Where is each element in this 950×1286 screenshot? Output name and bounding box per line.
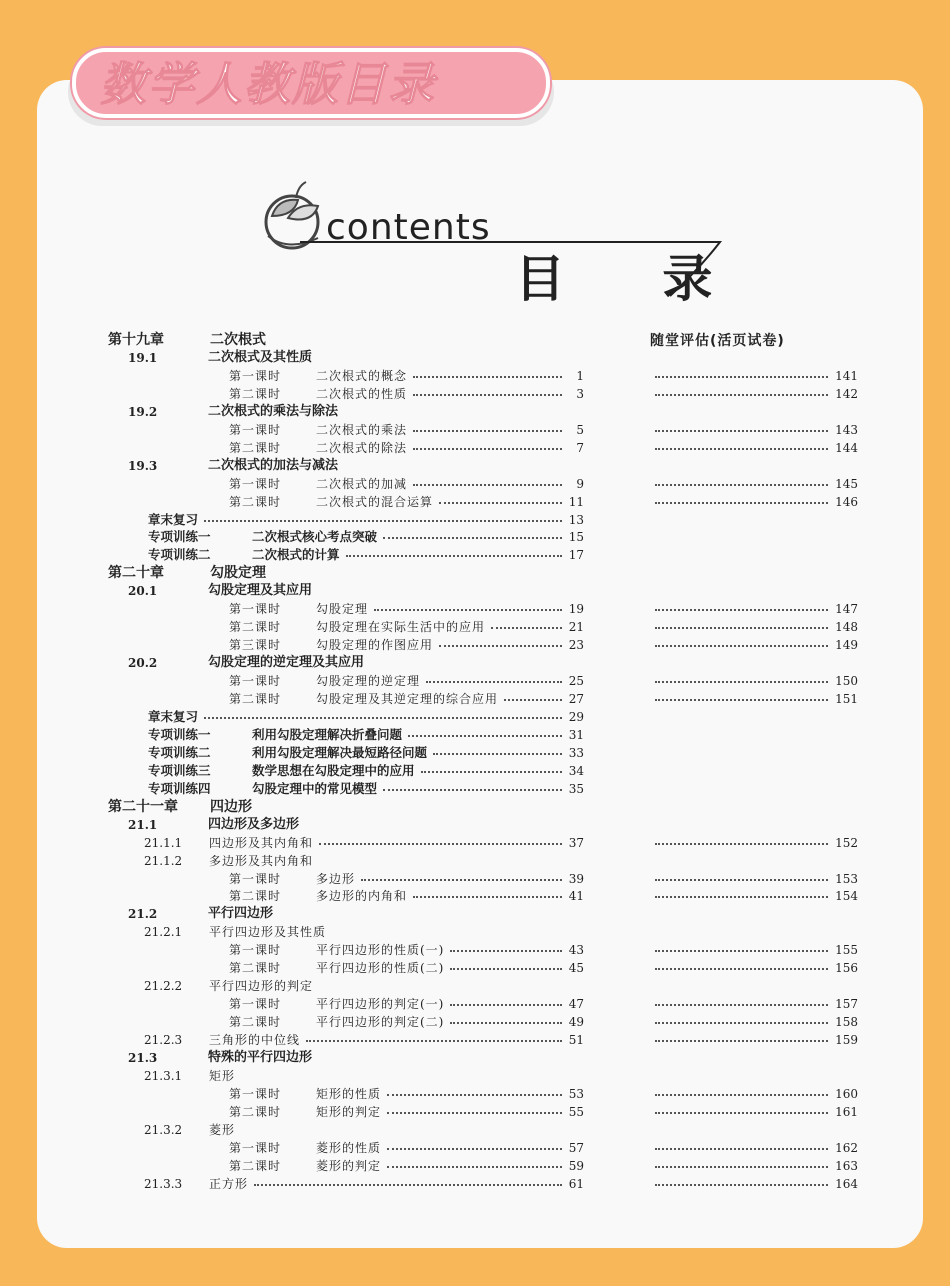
dot-leader-right [655, 995, 828, 1006]
lesson-number: 第一课时 [229, 1086, 282, 1101]
page-number: 23 [568, 638, 584, 653]
dot-leader [439, 636, 562, 647]
dot-leader-right [655, 834, 828, 845]
lesson-number: 第二课时 [229, 1158, 282, 1173]
toc-lesson-row[interactable] [0, 1139, 950, 1157]
assessment-page-number: 158 [835, 1015, 858, 1030]
lesson-title: 勾股定理及其逆定理的综合应用 [316, 692, 499, 706]
page-title: 目 录 [515, 250, 753, 308]
dot-leader [504, 690, 562, 701]
page-number: 34 [568, 763, 584, 778]
toc-chapter-row[interactable] [0, 798, 950, 816]
dot-leader [204, 511, 562, 522]
toc-section-row[interactable] [0, 349, 950, 367]
dot-leader [387, 1157, 562, 1168]
page-number: 47 [568, 997, 584, 1012]
page-number: 51 [568, 1033, 584, 1048]
toc-lesson-row[interactable] [0, 636, 950, 654]
page-number: 29 [568, 709, 584, 724]
section-title: 二次根式的乘法与除法 [208, 403, 339, 419]
dot-leader [408, 726, 562, 737]
dot-leader [491, 618, 562, 629]
assessment-page-number: 145 [835, 476, 858, 491]
page-number: 61 [568, 1176, 584, 1191]
toc-lesson-row[interactable] [0, 1013, 950, 1031]
lesson-title: 平行四边形的性质(二) [316, 961, 445, 976]
review-title: 章末复习 [148, 708, 199, 724]
lesson-title: 勾股定理的作图应用 [316, 638, 434, 653]
dot-leader-right [655, 439, 828, 450]
toc-lesson-row[interactable] [0, 690, 950, 708]
dot-leader-right [655, 672, 828, 683]
assessment-page-number: 143 [835, 422, 858, 437]
page-number: 21 [568, 620, 584, 635]
toc-lesson-row[interactable] [0, 600, 950, 618]
subsection-number: 21.2.2 [144, 979, 183, 994]
dot-leader-right [655, 618, 828, 629]
subsection-title: 菱形 [209, 1122, 236, 1137]
section-title: 勾股定理的逆定理及其应用 [208, 655, 365, 671]
lesson-number: 第一课时 [229, 476, 282, 491]
assessment-page-number: 157 [835, 997, 858, 1012]
special-training-label: 专项训练三 [148, 762, 211, 778]
toc-sub-row[interactable] [0, 923, 950, 941]
banner-title: 数学人教版目录 [100, 57, 436, 111]
page-number: 33 [568, 745, 584, 760]
dot-leader-right [655, 493, 828, 504]
special-training-label: 专项训练一 [148, 529, 211, 545]
lesson-number: 第二课时 [229, 692, 282, 706]
page-number: 43 [568, 943, 584, 958]
page-number: 31 [568, 727, 584, 742]
dot-leader-right [655, 1085, 828, 1096]
dot-leader [413, 439, 562, 450]
page-number: 39 [568, 871, 584, 886]
special-training-label: 专项训练二 [148, 744, 211, 760]
dot-leader [319, 834, 562, 845]
dot-leader [204, 708, 562, 719]
toc-special-row[interactable] [0, 780, 950, 798]
subsection-title: 多边形及其内角和 [209, 853, 314, 868]
subsection-title: 平行四边形及其性质 [209, 925, 327, 940]
lesson-number: 第二课时 [229, 1104, 282, 1119]
toc-section-row[interactable] [0, 457, 950, 475]
toc-section-row[interactable] [0, 816, 950, 834]
section-title: 特殊的平行四边形 [208, 1050, 313, 1065]
lesson-title: 二次根式的乘法 [316, 422, 408, 437]
page-number: 15 [568, 530, 584, 545]
assessment-page-number: 141 [835, 368, 858, 383]
dot-leader-right [655, 421, 828, 432]
review-title: 章末复习 [148, 511, 199, 527]
toc-lesson-row[interactable] [0, 421, 950, 439]
section-title: 四边形及多边形 [208, 816, 300, 832]
dot-leader [413, 385, 562, 396]
page-number: 9 [576, 476, 584, 491]
dot-leader [413, 475, 562, 486]
dot-leader [439, 493, 562, 504]
page-number: 3 [576, 386, 584, 401]
dot-leader [413, 421, 562, 432]
section-number: 21.3 [128, 1051, 158, 1065]
lesson-number: 第一课时 [229, 943, 282, 958]
lesson-number: 第一课时 [229, 674, 282, 689]
page-number: 7 [576, 440, 584, 455]
dot-leader [361, 870, 562, 881]
assessment-page-number: 163 [835, 1158, 858, 1173]
toc-lesson-row[interactable] [0, 941, 950, 959]
lesson-title: 勾股定理 [316, 602, 369, 617]
toc-lesson-row[interactable] [0, 385, 950, 403]
toc-section-row[interactable] [0, 582, 950, 600]
assessment-page-number: 144 [835, 440, 858, 455]
section-number: 19.1 [128, 350, 158, 365]
toc-special-row[interactable] [0, 726, 950, 744]
page-number: 41 [568, 889, 584, 904]
dot-leader-right [655, 941, 828, 952]
lesson-number: 第一课时 [229, 997, 282, 1012]
lesson-number: 第一课时 [229, 368, 282, 383]
special-training-title: 勾股定理中的常见模型 [252, 780, 378, 796]
dot-leader [426, 672, 562, 683]
toc-lesson-row[interactable] [0, 475, 950, 493]
section-number: 21.2 [128, 907, 158, 922]
assessment-page-number: 162 [835, 1140, 858, 1155]
lesson-number: 第一课时 [229, 422, 282, 437]
lesson-title: 二次根式的混合运算 [316, 494, 434, 509]
dot-leader [450, 959, 562, 970]
assessment-page-number: 150 [835, 674, 858, 689]
lesson-title: 菱形的判定 [316, 1158, 382, 1173]
special-training-title: 二次根式的计算 [252, 547, 340, 563]
lesson-number: 第二课时 [229, 386, 282, 401]
lesson-title: 勾股定理在实际生活中的应用 [316, 620, 486, 635]
dot-leader [450, 1013, 562, 1024]
section-number: 20.1 [128, 584, 158, 599]
toc-sub-row[interactable] [0, 977, 950, 995]
section-title: 勾股定理及其应用 [208, 583, 313, 599]
toc-lesson-row[interactable] [0, 439, 950, 457]
lesson-number: 第一课时 [229, 1140, 282, 1155]
dot-leader-right [655, 367, 828, 378]
page-number: 25 [568, 674, 584, 689]
page-number: 37 [568, 835, 584, 850]
dot-leader-right [655, 1031, 828, 1042]
chapter-number: 第二十章 [108, 565, 164, 582]
chapter-number: 第二十一章 [108, 798, 178, 815]
page-number: 35 [568, 781, 584, 796]
toc-lesson-row[interactable] [0, 1157, 950, 1175]
special-training-title: 二次根式核心考点突破 [252, 529, 378, 545]
page-number: 57 [568, 1140, 584, 1155]
lesson-number: 第二课时 [229, 620, 282, 635]
toc-special-row[interactable] [0, 744, 950, 762]
dot-leader [413, 887, 562, 898]
lesson-number: 第一课时 [229, 871, 282, 886]
section-number: 19.3 [128, 458, 158, 473]
toc-sub-row[interactable] [0, 1031, 950, 1049]
chapter-title: 四边形 [210, 798, 252, 815]
dot-leader [387, 1085, 562, 1096]
dot-leader-right [655, 636, 828, 647]
special-training-label: 专项训练四 [148, 780, 211, 796]
lesson-number: 第二课时 [229, 889, 282, 904]
toc-special-row[interactable] [0, 762, 950, 780]
section-number: 21.1 [128, 817, 158, 832]
subsection-number: 21.2.1 [144, 925, 183, 940]
lesson-title: 矩形的性质 [316, 1086, 382, 1101]
assessment-page-number: 148 [835, 620, 858, 635]
page-number: 53 [568, 1086, 584, 1101]
assessment-page-number: 152 [835, 835, 858, 850]
dot-leader-right [655, 600, 828, 611]
dot-leader [254, 1175, 562, 1186]
page-number: 27 [568, 692, 584, 706]
subsection-title: 正方形 [209, 1176, 249, 1191]
toc-chapter-row[interactable] [0, 564, 950, 582]
toc-sub-row[interactable] [0, 1175, 950, 1193]
section-number: 20.2 [128, 656, 158, 671]
toc-review-row[interactable] [0, 708, 950, 726]
toc-lesson-row[interactable] [0, 870, 950, 888]
section-title: 二次根式的加法与减法 [208, 457, 339, 473]
lesson-title: 二次根式的加减 [316, 476, 408, 491]
dot-leader [383, 780, 562, 791]
toc-lesson-row[interactable] [0, 887, 950, 905]
dot-leader [387, 1139, 562, 1150]
page-number: 59 [568, 1158, 584, 1173]
dot-leader [383, 528, 562, 539]
toc-lesson-row[interactable] [0, 995, 950, 1013]
lesson-number: 第二课时 [229, 1015, 282, 1030]
assessment-page-number: 155 [835, 943, 858, 958]
toc-special-row[interactable] [0, 528, 950, 546]
subsection-number: 21.3.1 [144, 1068, 183, 1083]
dot-leader [387, 1103, 562, 1114]
toc-section-row[interactable] [0, 654, 950, 672]
toc-section-row[interactable] [0, 905, 950, 923]
subsection-number: 21.1.2 [144, 853, 183, 868]
toc-lesson-row[interactable] [0, 672, 950, 690]
lesson-title: 二次根式的概念 [316, 368, 408, 383]
page-number: 45 [568, 961, 584, 976]
toc-sub-row[interactable] [0, 1067, 950, 1085]
special-training-label: 专项训练二 [148, 547, 211, 563]
dot-leader-right [655, 870, 828, 881]
assessment-header: 随堂评估(活页试卷) [650, 333, 785, 349]
dot-leader [306, 1031, 562, 1042]
subsection-number: 21.3.2 [144, 1122, 183, 1137]
lesson-number: 第二课时 [229, 494, 282, 509]
toc-sub-row[interactable] [0, 834, 950, 852]
assessment-page-number: 153 [835, 871, 858, 886]
dot-leader-right [655, 887, 828, 898]
special-training-label: 专项训练一 [148, 726, 211, 742]
lesson-title: 平行四边形的判定(一) [316, 997, 445, 1012]
toc-lesson-row[interactable] [0, 959, 950, 977]
assessment-page-number: 151 [835, 692, 858, 706]
contents-heading: contents [326, 207, 491, 248]
subsection-title: 三角形的中位线 [209, 1033, 301, 1048]
page-number: 11 [568, 494, 584, 509]
toc-section-row[interactable] [0, 403, 950, 421]
chapter-number: 第十九章 [108, 332, 164, 348]
toc-lesson-row[interactable] [0, 367, 950, 385]
assessment-page-number: 160 [835, 1086, 858, 1101]
dot-leader-right [655, 385, 828, 396]
assessment-page-number: 159 [835, 1033, 858, 1048]
chapter-title: 二次根式 [210, 332, 266, 348]
lesson-title: 平行四边形的判定(二) [316, 1015, 445, 1030]
toc-lesson-row[interactable] [0, 1085, 950, 1103]
special-training-title: 利用勾股定理解决折叠问题 [252, 726, 403, 742]
toc-sub-row[interactable] [0, 852, 950, 870]
page-number: 49 [568, 1015, 584, 1030]
assessment-page-number: 142 [835, 386, 858, 401]
toc-lesson-row[interactable] [0, 618, 950, 636]
dot-leader [413, 367, 562, 378]
toc-chapter-row[interactable] [0, 331, 950, 349]
toc-review-row[interactable] [0, 511, 950, 529]
dot-leader-right [655, 1175, 828, 1186]
special-training-title: 数学思想在勾股定理中的应用 [252, 762, 415, 778]
lesson-title: 勾股定理的逆定理 [316, 674, 421, 689]
page-number: 55 [568, 1104, 584, 1119]
dot-leader [374, 600, 562, 611]
lesson-title: 菱形的性质 [316, 1140, 382, 1155]
lesson-title: 多边形 [316, 871, 356, 886]
lesson-title: 二次根式的除法 [316, 440, 408, 455]
dot-leader [450, 941, 562, 952]
chapter-title: 勾股定理 [210, 565, 266, 582]
subsection-number: 21.2.3 [144, 1033, 183, 1048]
dot-leader [450, 995, 562, 1006]
subsection-title: 四边形及其内角和 [209, 835, 314, 850]
assessment-page-number: 154 [835, 889, 858, 904]
dot-leader-right [655, 1103, 828, 1114]
subsection-title: 矩形 [209, 1068, 236, 1083]
lesson-title: 平行四边形的性质(一) [316, 943, 445, 958]
assessment-page-number: 146 [835, 494, 858, 509]
assessment-page-number: 147 [835, 602, 858, 617]
assessment-page-number: 156 [835, 961, 858, 976]
dot-leader-right [655, 1139, 828, 1150]
section-title: 平行四边形 [208, 906, 274, 922]
dot-leader-right [655, 1157, 828, 1168]
toc-section-row[interactable] [0, 1049, 950, 1067]
lesson-title: 矩形的判定 [316, 1104, 382, 1119]
assessment-page-number: 161 [835, 1104, 858, 1119]
toc-lesson-row[interactable] [0, 493, 950, 511]
page-number: 1 [576, 368, 584, 383]
lesson-number: 第一课时 [229, 602, 282, 617]
toc-lesson-row[interactable] [0, 1103, 950, 1121]
lesson-title: 二次根式的性质 [316, 386, 408, 401]
page-number: 19 [568, 602, 584, 617]
dot-leader [433, 744, 562, 755]
toc-sub-row[interactable] [0, 1121, 950, 1139]
dot-leader-right [655, 959, 828, 970]
dot-leader [346, 546, 562, 557]
assessment-page-number: 164 [835, 1176, 858, 1191]
subsection-number: 21.1.1 [144, 835, 183, 850]
dot-leader-right [655, 475, 828, 486]
page-number: 5 [576, 422, 584, 437]
toc-special-row[interactable] [0, 546, 950, 564]
assessment-page-number: 149 [835, 638, 858, 653]
subsection-number: 21.3.3 [144, 1176, 183, 1191]
dot-leader [421, 762, 562, 773]
page-number: 17 [568, 548, 584, 563]
dot-leader-right [655, 1013, 828, 1024]
special-training-title: 利用勾股定理解决最短路径问题 [252, 744, 428, 760]
subsection-title: 平行四边形的判定 [209, 979, 314, 994]
lesson-number: 第三课时 [229, 638, 282, 653]
section-title: 二次根式及其性质 [208, 349, 313, 365]
section-number: 19.2 [128, 404, 158, 419]
lesson-number: 第二课时 [229, 440, 282, 455]
dot-leader-right [655, 690, 828, 701]
page-number: 13 [568, 512, 584, 527]
lesson-number: 第二课时 [229, 961, 282, 976]
lesson-title: 多边形的内角和 [316, 889, 408, 904]
